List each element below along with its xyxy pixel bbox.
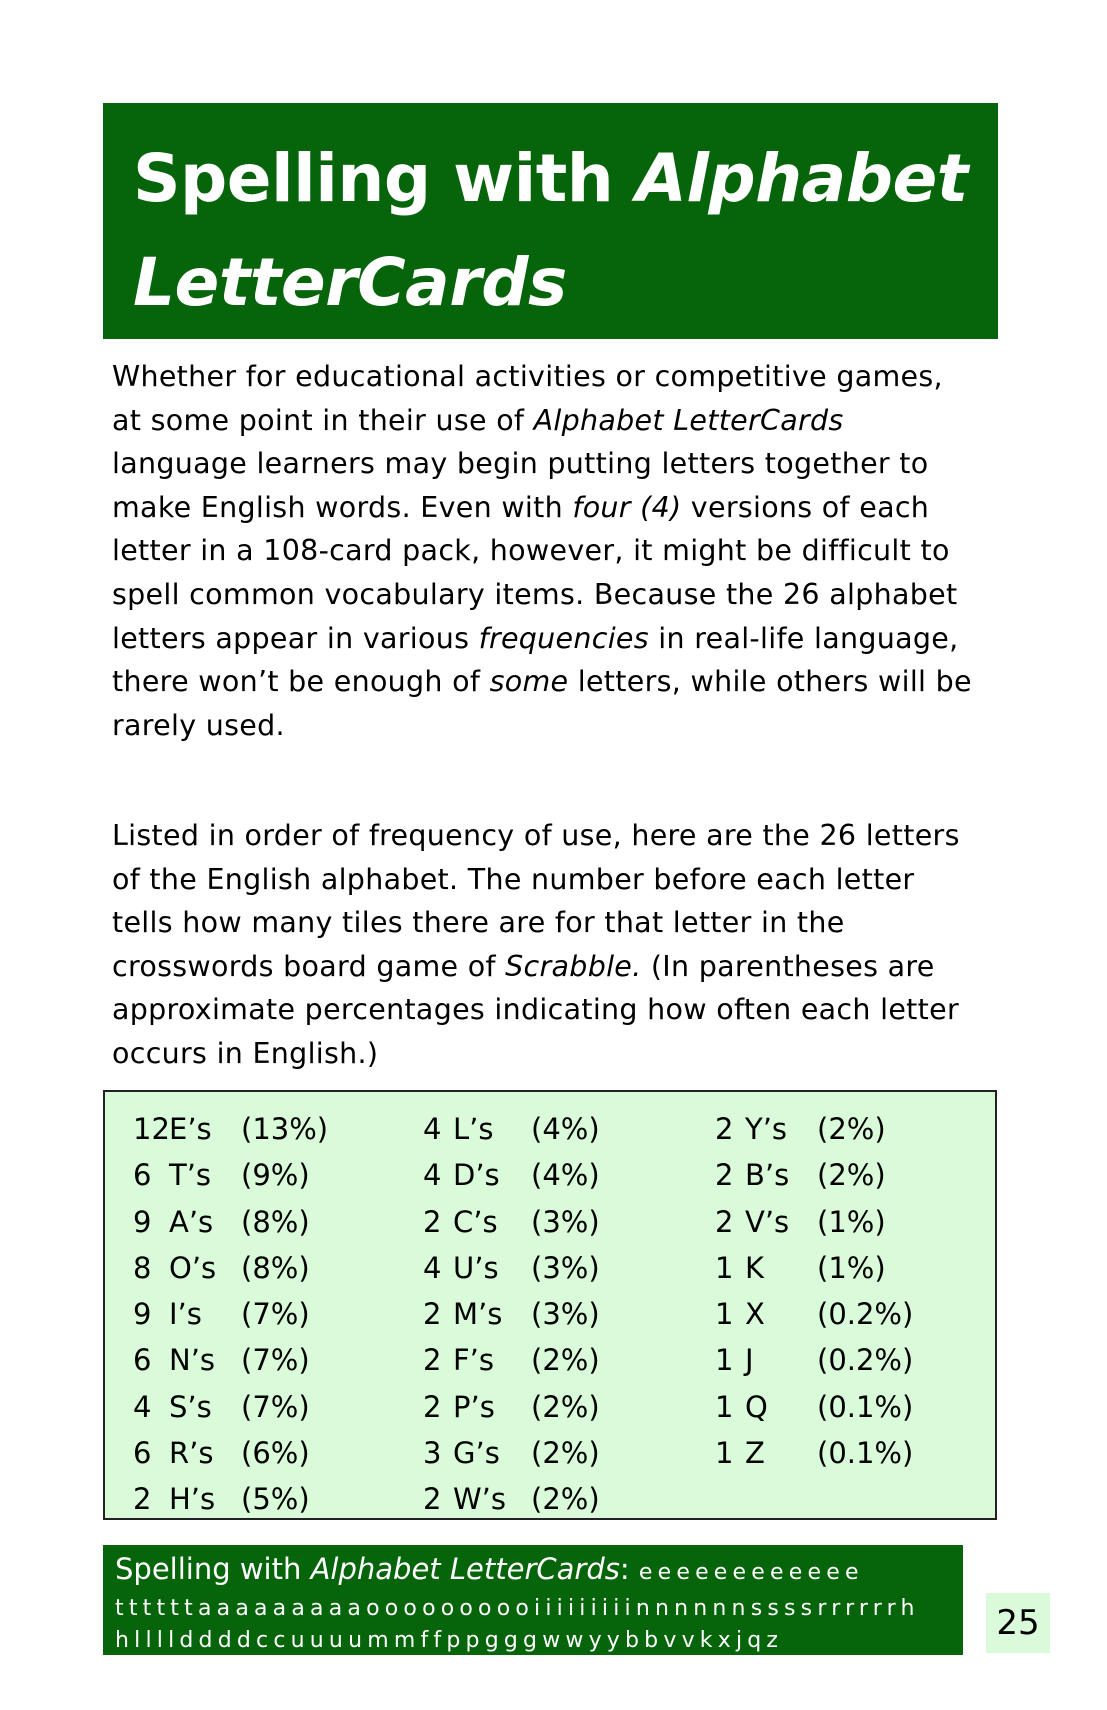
letter-name: A’s [169,1204,214,1239]
letter-percent: (0.2%) [817,1297,914,1332]
letter-percent: (3%) [531,1297,600,1332]
tile-count: 2 [423,1297,442,1332]
frequency-row [715,1430,913,1476]
letter-name: Z [745,1436,765,1471]
tile-count: 1 [715,1436,734,1471]
title-text: Spelling with [133,140,636,217]
frequency-column-1 [133,1106,328,1523]
frequency-row [715,1245,913,1291]
title-italic-lettercards: LetterCards [133,244,567,321]
frequency-row [423,1337,600,1383]
text-segment: letters, while others will be rarely used. [112,665,972,742]
tile-count: 8 [133,1250,152,1285]
footer-letters-line-2: ttttttaaaaaaaaaoooooooooiiiiiiiiinnnnnnssssrrrrrrh [115,1596,920,1621]
letter-percent: (3%) [531,1204,600,1239]
frequency-row [133,1337,328,1383]
footer-title-text: Spelling with [115,1552,311,1586]
letter-name: L’s [453,1112,494,1146]
letter-name: Q [745,1389,768,1424]
letter-name: N’s [169,1343,216,1378]
tile-count: 9 [133,1297,152,1332]
frequency-row [133,1430,328,1476]
letter-name: X [745,1297,765,1332]
footer-letters-line-1: eeeeeeeeeeee [638,1560,864,1585]
letter-name: G’s [453,1436,500,1471]
tile-count: 6 [133,1158,152,1193]
tile-count: 6 [133,1436,152,1471]
letter-percent: (0.1%) [817,1436,914,1471]
frequency-row [423,1384,600,1430]
italic-segment: Scrabble. [505,949,642,983]
frequency-row [423,1430,600,1476]
frequency-row [423,1152,600,1198]
letter-percent: (2%) [531,1436,600,1471]
footer-title-italic: Alphabet LetterCards [310,1552,620,1586]
frequency-row [133,1476,328,1522]
frequency-column-2 [423,1106,600,1523]
letter-percent: (5%) [241,1482,310,1517]
frequency-row [423,1199,600,1245]
tile-count: 2 [423,1389,442,1424]
letter-name: C’s [453,1204,498,1239]
tile-count: 3 [423,1436,442,1471]
letter-percent: (4%) [531,1112,600,1146]
letter-percent: (6%) [241,1436,310,1471]
tile-count: 2 [423,1343,442,1378]
letter-name: T’s [169,1158,212,1193]
letter-percent: (0.2%) [817,1343,914,1378]
tile-count: 2 [715,1204,734,1239]
tile-count: 4 [423,1250,442,1285]
letter-frequency-table [103,1090,997,1520]
letter-percent: (3%) [531,1250,600,1285]
letter-name: Y’s [745,1112,788,1146]
italic-segment: some [489,665,569,699]
frequency-row [133,1152,328,1198]
tile-count: 4 [133,1389,152,1424]
page-number: 25 [986,1593,1050,1653]
frequency-row [133,1106,328,1152]
letter-name: R’s [169,1436,214,1471]
letter-percent: (2%) [817,1112,886,1146]
letter-name: W’s [453,1482,507,1517]
frequency-row [715,1106,913,1152]
letter-name: I’s [169,1297,202,1332]
letter-percent: (7%) [241,1343,310,1378]
tile-count: 1 [715,1250,734,1285]
italic-segment: four (4) [572,490,682,524]
footer-letters-line-3: hllllddddccuuuummffppgggwwyybbvvkxjqz [115,1628,784,1653]
letter-name: J [745,1343,754,1378]
letter-percent: (0.1%) [817,1389,914,1424]
letter-name: K [745,1250,765,1285]
footer-banner [103,1545,963,1655]
frequency-row [715,1337,913,1383]
intro-paragraph [112,355,972,747]
tile-count: 2 [133,1482,152,1517]
letter-name: P’s [453,1389,495,1424]
tile-count: 1 [715,1297,734,1332]
tile-count: 4 [423,1158,442,1193]
page-title [133,127,998,335]
letter-percent: (9%) [241,1158,310,1193]
tile-count: 2 [423,1482,442,1517]
letter-percent: (8%) [241,1204,310,1239]
text-segment: Listed in order of frequency of use, here are the 26 letters of the English alphabet. The number before each letter tells how many tiles there are for that letter in the crosswords board game of [112,819,960,983]
italic-segment: frequencies [478,621,649,655]
letter-percent: (1%) [817,1250,886,1285]
text-segment: in real-life language, there won’t be enough of [112,621,959,699]
letter-name: O’s [169,1250,217,1285]
tile-count: 6 [133,1343,152,1378]
letter-percent: (2%) [531,1389,600,1424]
tile-count: 2 [715,1158,734,1193]
text-segment: (In parentheses are approximate percentages indicating how often each letter occurs in English.) [112,949,959,1070]
title-italic-alphabet: Alphabet [635,140,968,217]
letter-name: S’s [169,1389,212,1424]
letter-percent: (7%) [241,1389,310,1424]
letter-name: V’s [745,1204,790,1239]
letter-percent: (2%) [531,1343,600,1378]
tile-count: 9 [133,1204,152,1239]
title-banner [103,103,998,339]
frequency-row [423,1291,600,1337]
italic-segment: Alphabet LetterCards [533,403,844,437]
text-segment: Whether for educational activities or competitive games, at some point in their use of [112,360,943,437]
frequency-row [423,1106,600,1152]
frequency-row [133,1291,328,1337]
letter-name: E’s [169,1112,212,1146]
frequency-row [423,1476,600,1522]
letter-percent: (8%) [241,1250,310,1285]
letter-percent: (7%) [241,1297,310,1332]
frequency-row [133,1199,328,1245]
text-segment: versions of each letter in a 108-card pack, however, it might be difficult to spell common vocabulary items. Because the 26 alphabet letters appear in various [112,490,958,655]
footer-title [115,1549,951,1593]
frequency-row [423,1245,600,1291]
letter-name: H’s [169,1482,216,1517]
frequency-row [715,1291,913,1337]
frequency-row [133,1245,328,1291]
frequency-explanation-paragraph [112,814,972,1076]
frequency-row [715,1152,913,1198]
letter-name: D’s [453,1158,500,1193]
letter-percent: (1%) [817,1204,886,1239]
letter-percent: (4%) [531,1158,600,1193]
frequency-column-3 [715,1106,913,1476]
letter-name: B’s [745,1158,790,1193]
tile-count: 1 [715,1343,734,1378]
tile-count: 1 [715,1389,734,1424]
letter-name: U’s [453,1250,499,1285]
frequency-row [715,1199,913,1245]
frequency-row [715,1384,913,1430]
tile-count: 2 [715,1112,734,1146]
frequency-row [133,1384,328,1430]
letter-name: M’s [453,1297,503,1332]
letter-name: F’s [453,1343,495,1378]
letter-percent: (2%) [531,1482,600,1517]
text-segment: language learners may begin putting letters together to make English words. Even with [112,447,929,524]
letter-percent: (13%) [241,1112,329,1146]
tile-count: 2 [423,1204,442,1239]
letter-percent: (2%) [817,1158,886,1193]
footer-colon: : [619,1552,630,1586]
tile-count: 12 [133,1112,170,1146]
tile-count: 4 [423,1112,442,1146]
